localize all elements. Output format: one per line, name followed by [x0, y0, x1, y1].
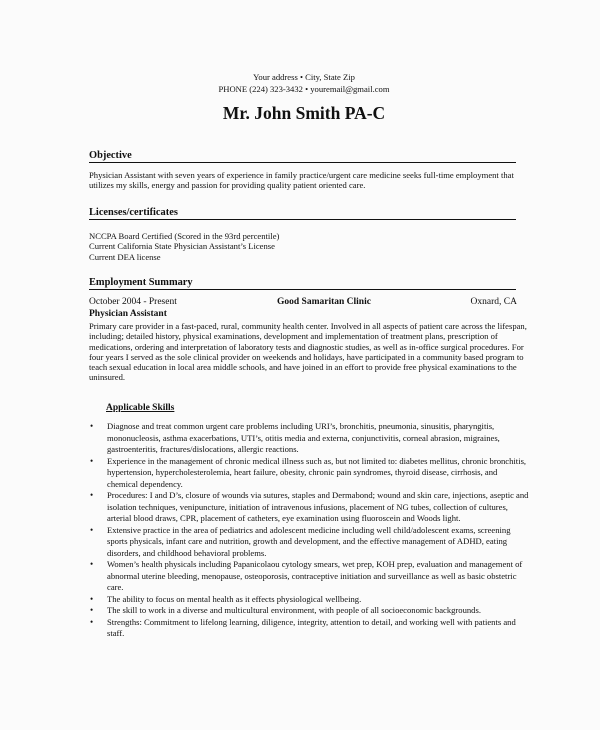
bullet-icon: •	[90, 605, 94, 615]
skills-heading: Applicable Skills	[106, 403, 175, 413]
skill-item: • Extensive practice in the area of pediatrics and adolescent medicine including well child/adolescent exams, screening sports physicals, infant care and nutrition, growth and development, and the effective management of ADHD, eating disorders, and childhood behavioral problems.	[90, 524, 511, 558]
objective-text: Physician Assistant with seven years of experience in family practice/urgent care medicine seeks full-time employment that utilizes my skills, energy and passion for providing quality patient oriented care.	[89, 170, 514, 191]
bullet-icon: •	[90, 490, 94, 500]
job-employer: Good Samaritan Clinic	[277, 297, 371, 307]
skill-item: • The skill to work in a diverse and multicultural environment, with people of all socioeconomic backgrounds.	[90, 605, 481, 615]
bullet-icon: •	[90, 559, 94, 569]
skill-item: • Experience in the management of chronic medical illness such as, but not limited to: diabetes mellitus, chronic bronchitis, hypertension, hypercholesterolemia, heart failure, obesity, chronic pain syndromes, thyroid disease, cirrhosis, and chemical dependency.	[90, 455, 527, 489]
bullet-icon: •	[90, 455, 94, 466]
contact-block	[0, 71, 600, 95]
licenses-heading: Licenses/certificates	[89, 207, 516, 220]
bullet-icon: •	[90, 524, 94, 535]
skill-item: • Women’s health physicals including Papanicolaou cytology smears, wet prep, KOH prep, evaluation and management of abnormal uterine bleeding, menopause, osteoporosis, contraceptive initiation and surveillance as well as basic obstetric care.	[90, 559, 523, 592]
job-description: Primary care provider in a fast-paced, rural, community health center. Involved in all aspects of patient care across the lifespan, including; detailed history, physical examinations, development and implementation of treatment plans, prescription of medications, ordering and interpretation of laboratory tests and diagnostic studies, as well as in-office surgical procedures. For four years I served as the sole clinical provider on weekends and holidays, have participated in a community based program to teach sexual education in local area middle schools, and have joined in an effort to provide free physical examinations to the uninsured.	[89, 321, 527, 383]
bullet-icon: •	[90, 616, 94, 627]
job-position: Physician Assistant	[89, 309, 167, 319]
phone-email-line: PHONE (224) 323-3432 • youremail@gmail.com	[218, 84, 390, 94]
skill-item: • Strengths: Commitment to lifelong learning, diligence, integrity, attention to detail, and working well with patients and staff.	[90, 616, 516, 638]
job-location: Oxnard, CA	[470, 297, 517, 307]
job-dates: October 2004 - Present	[89, 297, 177, 307]
employment-heading: Employment Summary	[89, 277, 516, 290]
objective-heading: Objective	[89, 150, 516, 163]
skill-item: • The ability to focus on mental health as it effects physiological wellbeing.	[90, 593, 362, 604]
bullet-icon: •	[90, 593, 94, 604]
license-item: Current DEA license	[89, 251, 161, 262]
licenses-list	[89, 231, 529, 262]
bullet-icon: •	[90, 421, 94, 431]
skills-list	[89, 421, 529, 640]
license-item: Current California State Physician Assistant’s License	[89, 241, 275, 252]
skill-item: • Procedures: I and D’s, closure of wounds via sutures, staples and Dermabond; wound and skin care, injections, aseptic and isolation techniques, venipuncture, initiation of intravenous infusions, placement of NG tubes, collection of cultures, arterial blood draws, CPR, placement of catheters, eye examination using fluoroscein and Woods light.	[90, 490, 529, 523]
address-line: Your address • City, State Zip	[253, 72, 355, 82]
job-row	[89, 297, 517, 309]
skill-item: • Diagnose and treat common urgent care problems including URI’s, bronchitis, pneumonia, sinusitis, pharyngitis, mononucleosis, asthma exacerbations, UTI’s, otitis media and externa, conjunctivitis, corneal abrasion, migraines, gastroenteritis, fractures/dislocations, allergic reactions.	[90, 421, 500, 454]
license-item: NCCPA Board Certified (Scored in the 93rd percentile)	[89, 231, 280, 241]
candidate-name: Mr. John Smith PA-C	[222, 103, 386, 123]
